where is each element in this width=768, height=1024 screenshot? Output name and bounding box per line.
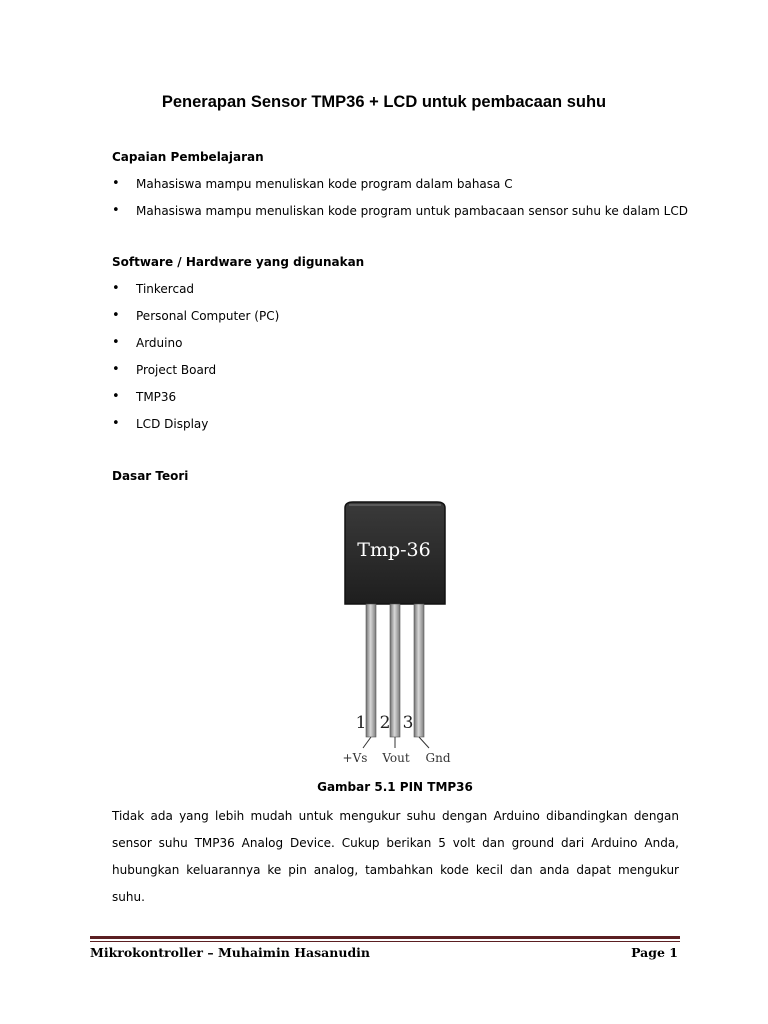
pin-2 xyxy=(390,604,400,737)
learning-item: • Mahasiswa mampu menuliskan kode program dalam bahasa C xyxy=(112,177,688,204)
theory-heading: Dasar Teori xyxy=(112,469,189,483)
pin-number-3: 3 xyxy=(402,713,414,733)
footer-rule-thin xyxy=(90,941,680,942)
tools-item: • Project Board xyxy=(112,363,279,390)
tools-list xyxy=(112,282,279,444)
theory-paragraph: Tidak ada yang lebih mudah untuk mengukur suhu dengan Arduino dibandingkan dengan sensor suhu TMP36 Analog Device. Cukup berikan 5 volt dan ground dari Arduino Anda, hubungkan keluarannya ke pin analog, tambahkan kode kecil dan anda dapat mengukur suhu. xyxy=(112,809,679,904)
pin-1 xyxy=(366,604,376,737)
learning-heading: Capaian Pembelajaran xyxy=(112,150,264,164)
pin-number-2: 2 xyxy=(379,713,391,733)
footer-rule-thick xyxy=(90,936,680,939)
tools-item: • TMP36 xyxy=(112,390,279,417)
tools-item: • Personal Computer (PC) xyxy=(112,309,279,336)
pin-name-2: Vout xyxy=(382,751,410,765)
footer-author: Mikrokontroller – Muhaimin Hasanudin xyxy=(90,945,371,960)
leader-line-1 xyxy=(363,737,371,748)
learning-list xyxy=(112,177,688,231)
learning-item: • Mahasiswa mampu menuliskan kode program untuk pambacaan sensor suhu ke dalam LCD xyxy=(112,204,688,231)
footer-page-number: Page 1 xyxy=(631,945,678,960)
chip-label: Tmp-36 xyxy=(357,539,431,561)
leader-line-3 xyxy=(419,737,429,748)
pin-3 xyxy=(414,604,424,737)
figure-caption: Gambar 5.1 PIN TMP36 xyxy=(317,780,473,794)
pin-name-3: Gnd xyxy=(425,751,451,765)
tools-item: • Arduino xyxy=(112,336,279,363)
page-title: Penerapan Sensor TMP36 + LCD untuk pembacaan suhu xyxy=(161,93,607,111)
tools-item: • LCD Display xyxy=(112,417,279,444)
tmp36-figure xyxy=(335,496,455,766)
pin-name-1: +Vs xyxy=(342,751,368,765)
tools-item: • Tinkercad xyxy=(112,282,279,309)
pin-number-1: 1 xyxy=(355,713,367,733)
tools-heading: Software / Hardware yang digunakan xyxy=(112,255,365,269)
